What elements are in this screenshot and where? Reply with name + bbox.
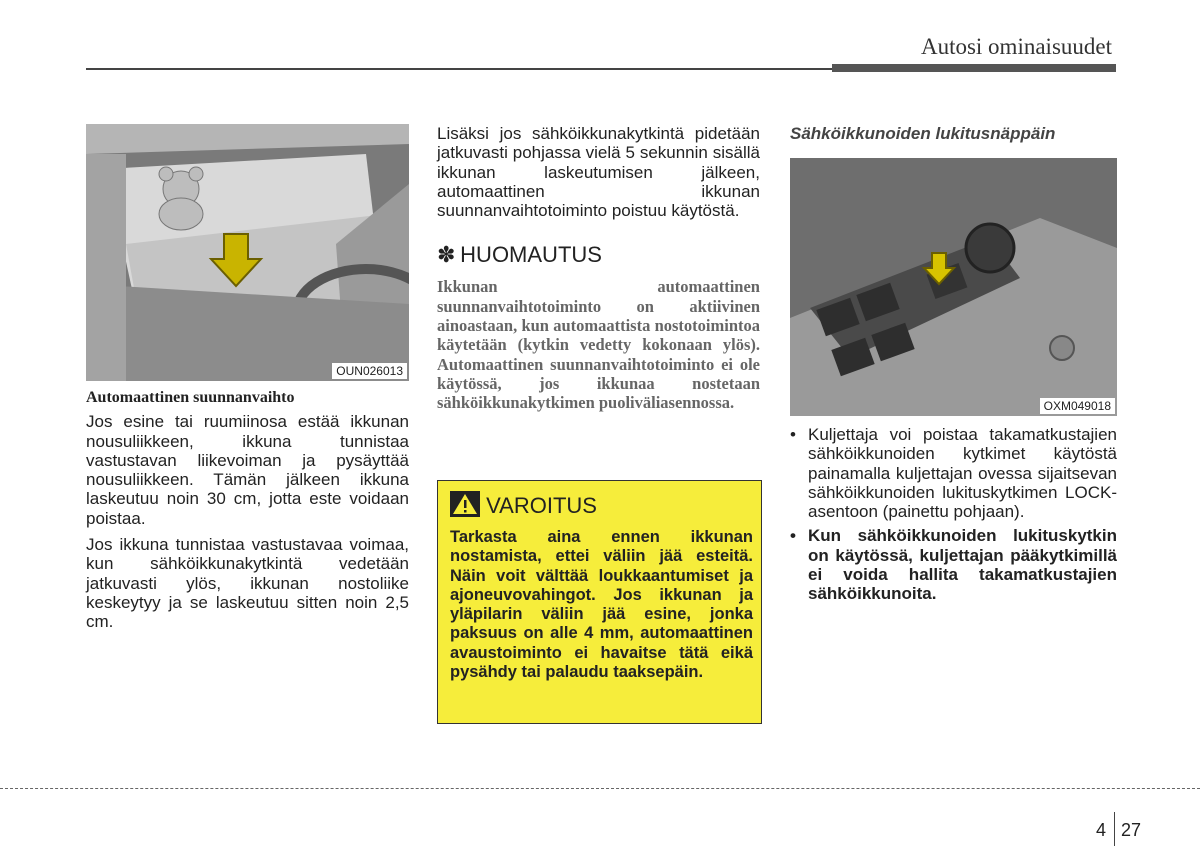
note-title: HUOMAUTUS	[460, 242, 602, 268]
warning-title: VAROITUS	[486, 493, 597, 518]
figure-label: OUN026013	[332, 363, 407, 379]
door-panel-drawing	[790, 158, 1117, 416]
section-title: Sähköikkunoiden lukitusnäppäin	[790, 124, 1056, 143]
middle-column	[437, 124, 760, 413]
page-number: 27	[1121, 820, 1142, 840]
header-rule	[86, 68, 832, 70]
warning-heading	[450, 491, 597, 519]
left-column	[86, 388, 409, 632]
bullet-symbol: •	[790, 526, 796, 546]
list-item	[790, 526, 1117, 603]
right-column	[790, 124, 1117, 143]
note-symbol: ✽	[437, 242, 456, 268]
lock-switch-illustration	[790, 158, 1117, 416]
bullet-symbol: •	[790, 425, 796, 444]
note-body: Ikkunan automaattinen suunnanvaihtotoiminto on aktiivinen ainoastaan, kun automaattista nostotoimintoa käytetään (kytkin vedetty kokonaan ylös). Automaattinen suunnanvaihtotoiminto ei ole käytössä, jos ikkunaa nostetaan sähköikkunakytkimen puoliväliasennossa.	[437, 277, 760, 413]
figure-label: OXM049018	[1040, 398, 1115, 414]
page-separator	[1114, 812, 1115, 846]
note-heading	[437, 242, 760, 273]
car-interior-drawing	[86, 124, 409, 381]
warning-body: Tarkasta aina ennen ikkunan nostamista, ettei väliin jää esteitä. Näin voit välttää loukkaantumiset ja ajoneuvovahingot. Jos ikkunan ja yläpilarin väliin jää esine, jonka paksuus on alle 4 mm, automaattinen avaustoiminto ei havaitse tätä eikä pysähdy tai palaudu taaksepäin.	[450, 528, 753, 682]
header-bar	[832, 64, 1116, 72]
window-illustration	[86, 124, 409, 381]
paragraph: Lisäksi jos sähköikkunakytkintä pidetään jatkuvasti pohjassa vielä 5 sekunnin sisällä ikkunan laskeutumisen jälkeen, automaattinen ikkunan suunnanvaihtotoiminto poistuu käytöstä.	[437, 124, 760, 221]
caption: Automaattinen suunnanvaihto	[86, 389, 295, 406]
bullet-text: Kun sähköikkunoiden lukituskytkin on käytössä, kuljettajan pääkytkimillä ei voida hallita takamatkustajien sähköikkunoita.	[808, 526, 1117, 604]
warning-triangle-icon	[450, 491, 480, 517]
warning-box	[437, 480, 762, 724]
right-bullets	[790, 425, 1117, 604]
header-title: Autosi ominaisuudet	[920, 34, 1112, 59]
list-item	[790, 425, 1117, 521]
footer-dashed-rule	[0, 788, 1200, 789]
paragraph: Jos ikkuna tunnistaa vastustavaa voimaa, kun sähköikkunakytkintä vedetään jatkuvasti ylös, ikkunan nostoliike keskeytyy ja se laskeutuu sitten noin 2,5 cm.	[86, 535, 409, 632]
bullet-text: Kuljettaja voi poistaa takamatkustajien sähköikkunoiden kytkimet käytöstä painamalla kuljettajan ovessa sijaitsevan sähköikkunoiden lukituskytkimen LOCK-asentoon (painettu pohjaan).	[808, 425, 1117, 522]
chapter-number: 4	[1096, 820, 1107, 840]
paragraph: Jos esine tai ruumiinosa estää ikkunan nousuliikkeen, ikkuna tunnistaa vastustavan liikevoiman ja pysäyttää nousuliikkeen. Tämän jälkeen ikkuna laskeutuu noin 30 cm, jotta este voidaan poistaa.	[86, 412, 409, 528]
